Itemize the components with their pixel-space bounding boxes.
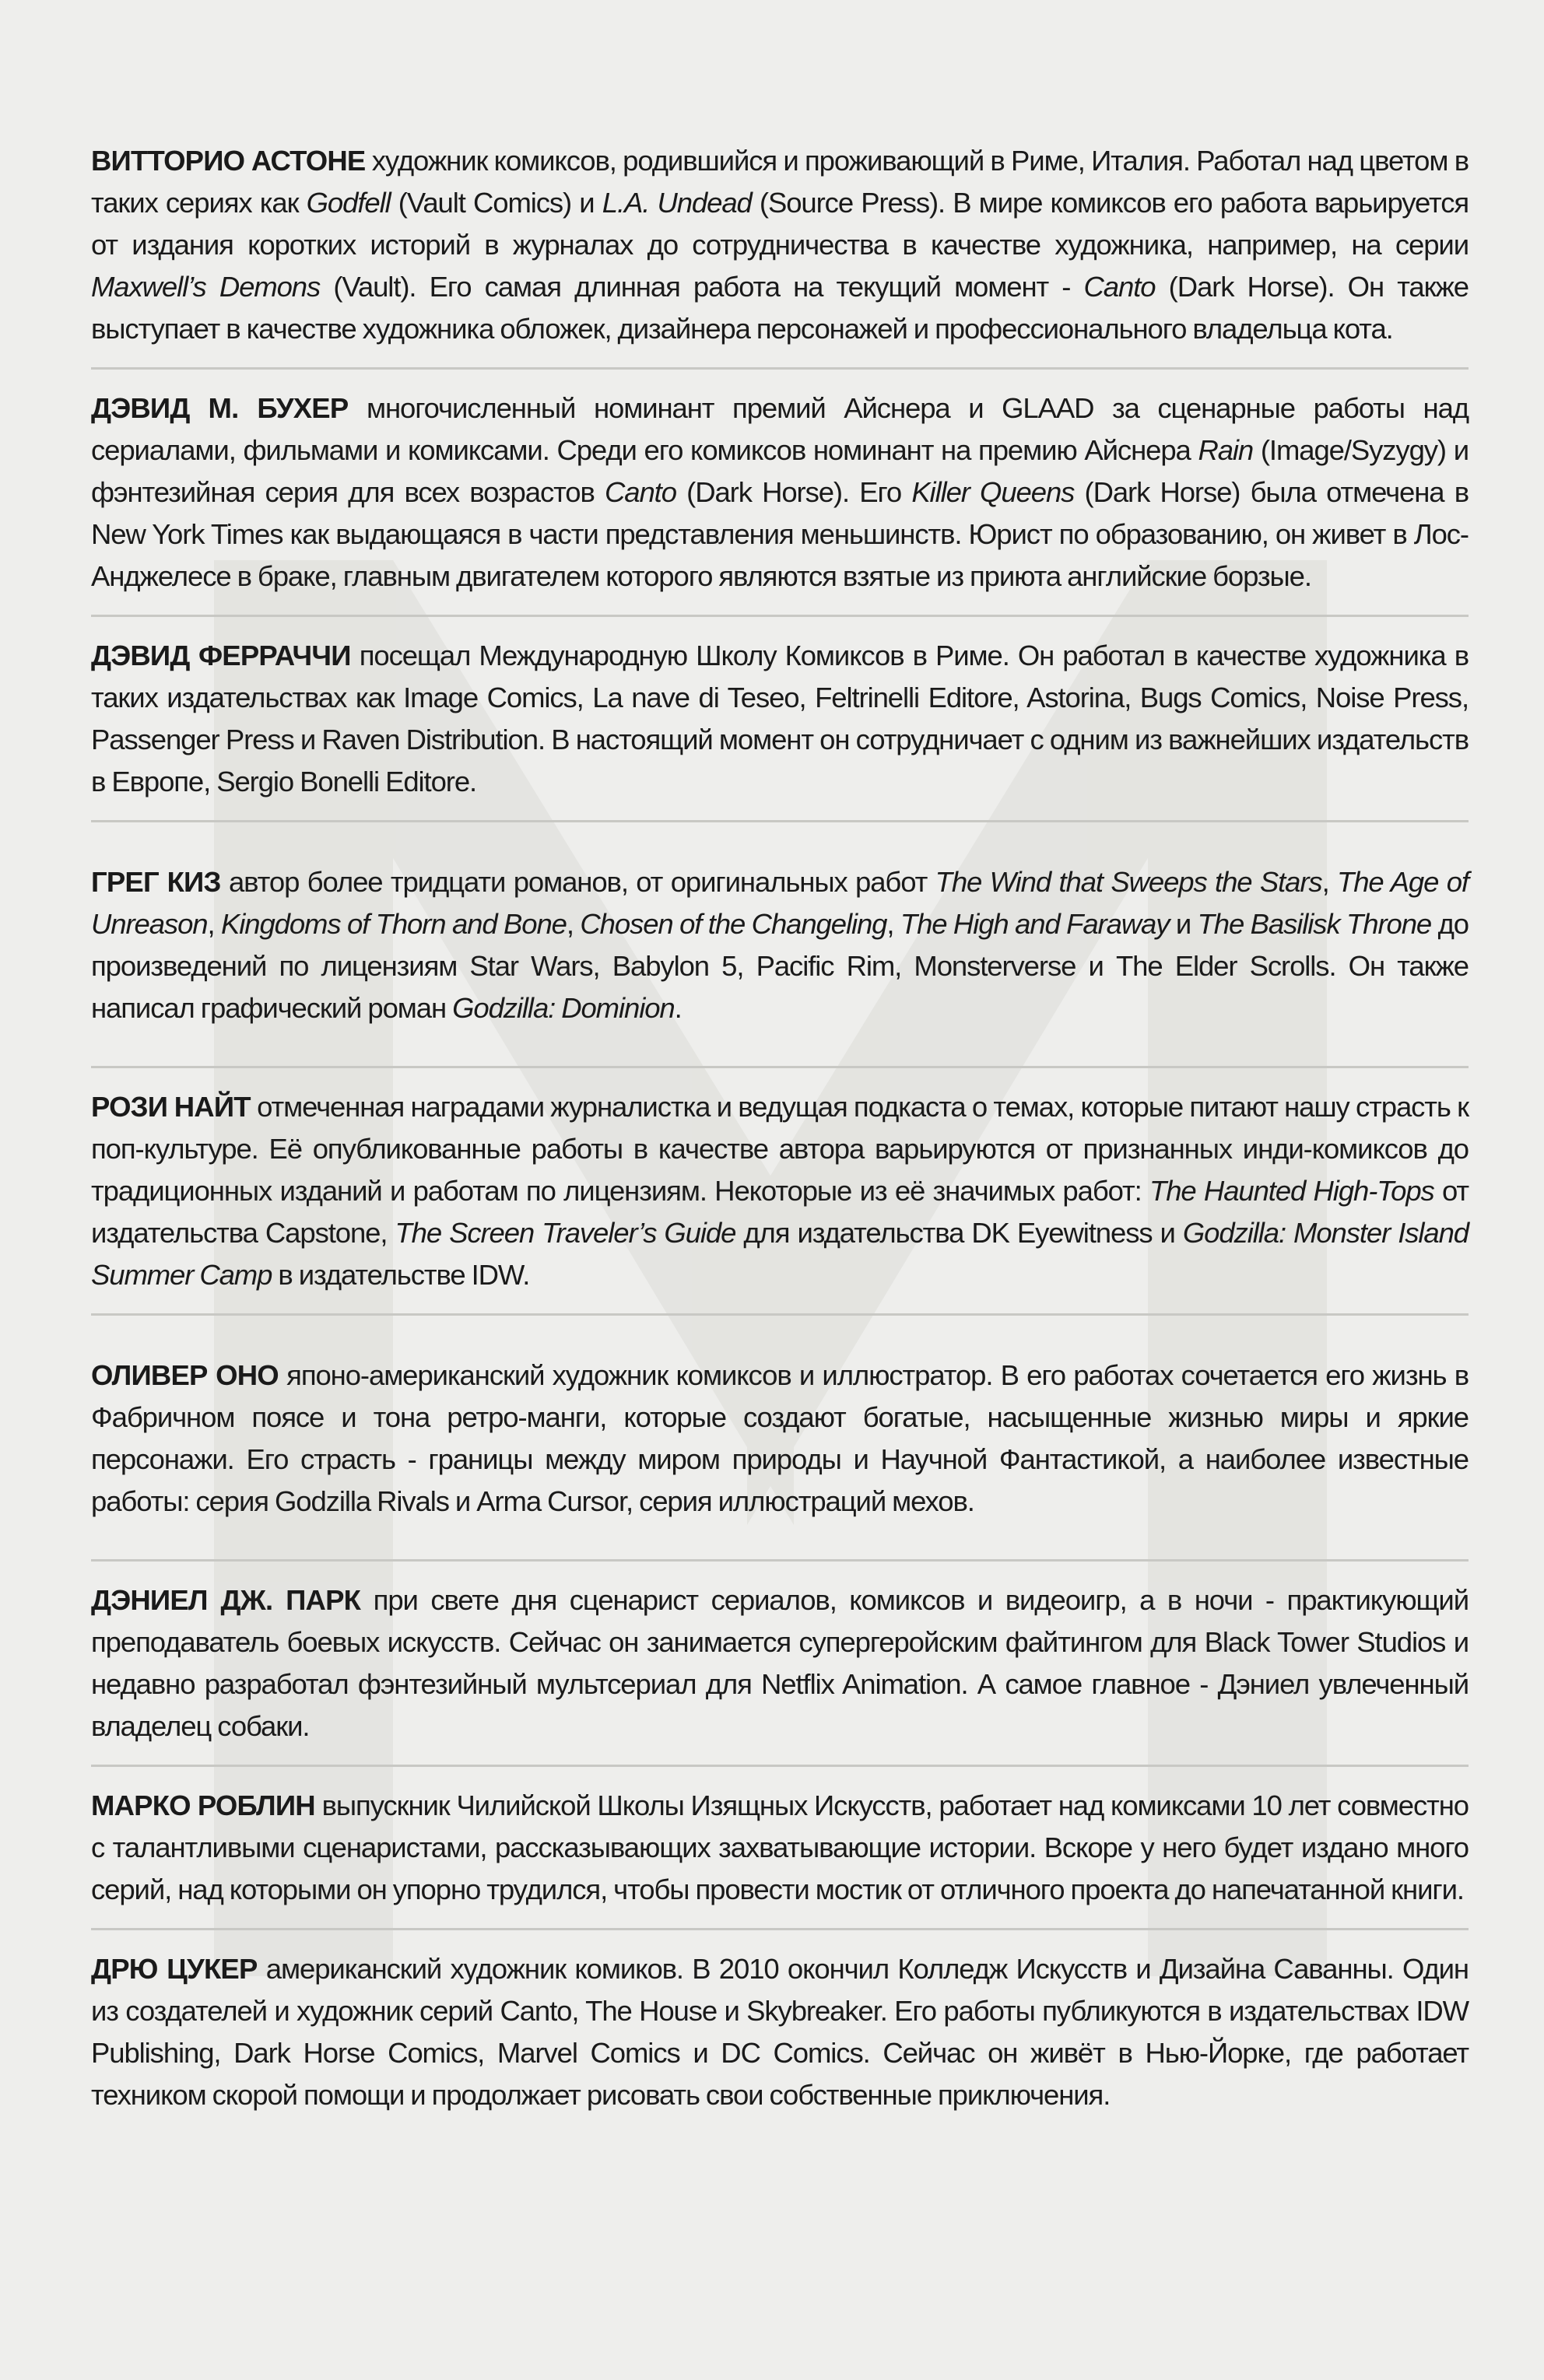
bio-text: , <box>1321 866 1338 898</box>
bio-text: (Source Press). В мире комиксов его работа варьируется от издания коротких историй в журналах до сотрудничества в качестве художника, например, на серии <box>91 187 1469 261</box>
bio-text: художник комиксов, родившийся и проживающий в Риме, Италия. Работал над цветом в таких сериях как <box>91 145 1469 219</box>
bio-text: японо-американский художник комиксов и иллюстратор. В его работах сочетается его жизнь в Фабричном поясе и тона ретро-манги, которые создают богатые, насыщенные жизнью миры и яркие персонажи. Его страсть - границы между миром природы и Научной Фантастикой, а наиболее известные работы: серия Godzilla Rivals и Arma Cursor, серия иллюстраций мехов. <box>91 1359 1469 1517</box>
divider <box>91 1928 1469 1930</box>
bio-david-ferracci <box>91 635 1469 803</box>
bio-author-name: МАРКО РОБЛИН <box>91 1789 315 1821</box>
bio-vittorio-astone <box>91 140 1469 350</box>
bio-author-name: ДЭВИД ФЕРРАЧЧИ <box>91 640 351 671</box>
bio-text: посещал Международную Школу Комиксов в Риме. Он работал в качестве художника в таких издательствах как Image Comics, La nave di Teseo, Feltrinelli Editore, Astorina, Bugs Comics, Noise Press, Passenger Press и Raven Distribution. В настоящий момент он сотрудничает с одним из важнейших издательств в Европе, Sergio Bonelli Editore. <box>91 640 1469 797</box>
bio-author-name: ДЭНИЕЛ ДЖ. ПАРК <box>91 1584 361 1616</box>
work-title: Kingdoms of Thorn and Bone <box>220 908 567 940</box>
bio-text: , <box>207 908 221 940</box>
bio-author-name: ДРЮ ЦУКЕР <box>91 1953 258 1985</box>
bio-text: для издательства DK Eyewitness и <box>735 1217 1183 1249</box>
divider <box>91 820 1469 822</box>
work-title: Killer Queens <box>911 476 1075 508</box>
divider <box>91 1765 1469 1767</box>
bio-author-name: ГРЕГ КИЗ <box>91 866 221 898</box>
bio-text: (Dark Horse) была отмечена в New York Times как выдающаяся в части представления меньшинств. Юрист по образованию, он живет в Лос-Анджелесе в браке, главным двигателем которого являются взятые из приюта английские борзые. <box>91 476 1469 592</box>
bio-text: (Vault Comics) и <box>390 187 602 219</box>
work-title: Canto <box>605 476 676 508</box>
bio-text: (Vault). Его самая длинная работа на текущий момент - <box>320 271 1084 303</box>
bio-text: от издательства Capstone, <box>91 1175 1469 1249</box>
bio-drew-zucker <box>91 1948 1469 2116</box>
bio-text: , <box>886 908 900 940</box>
work-title: Maxwell’s Demons <box>91 271 321 303</box>
bio-greg-keyes <box>91 861 1469 1029</box>
bio-text: в издательстве IDW. <box>272 1259 530 1291</box>
work-title: Godzilla: Monster Island Summer Camp <box>91 1217 1469 1291</box>
work-title: The Screen Traveler’s Guide <box>395 1217 736 1249</box>
bio-text: многочисленный номинант премий Айснера и GLAAD за сценарные работы над сериалами, фильмами и комиксами. Среди его комиксов номинант на премию Айснера <box>91 392 1469 466</box>
bio-text: до произведений по лицензиям Star Wars, Babylon 5, Pacific Rim, Monsterverse и The Elder Scrolls. Он также написал графический роман <box>91 908 1469 1024</box>
divider <box>91 1559 1469 1562</box>
bio-oliver-ono <box>91 1355 1469 1523</box>
divider <box>91 1066 1469 1068</box>
bio-text: при свете дня сценарист сериалов, комиксов и видеоигр, а в ночи - практикующий преподаватель боевых искусств. Сейчас он занимается супергеройским файтингом для Black Tower Studios и недавно разработал фэнтезийный мультсериал для Netflix Animation. А самое главное - Дэниел увлеченный владелец собаки. <box>91 1584 1469 1742</box>
bio-author-name: ВИТТОРИО АСТОНЕ <box>91 145 366 177</box>
bio-author-name: ДЭВИД М. БУХЕР <box>91 392 349 424</box>
work-title: The Wind that Sweeps the Stars <box>935 866 1322 898</box>
work-title: The High and Faraway <box>900 908 1170 940</box>
bio-text: выпускник Чилийской Школы Изящных Искусств, работает над комиксами 10 лет совместно с талантливыми сценаристами, рассказывающих захватывающие истории. Вскоре у него будет издано много серий, над которыми он упорно трудился, чтобы провести мостик от отличного проекта до напечатанной книги. <box>91 1789 1469 1905</box>
bio-david-bucher <box>91 387 1469 598</box>
work-title: The Haunted High-Tops <box>1149 1175 1434 1207</box>
bio-text: автор более тридцати романов, от оригинальных работ <box>220 866 935 898</box>
bio-text: американский художник комиков. В 2010 окончил Колледж Искусств и Дизайна Саванны. Один из создателей и художник серий Canto, The House и Skybreaker. Его работы публикуются в издательствах IDW Publishing, Dark Horse Comics, Marvel Comics и DC Comics. Сейчас он живёт в Нью-Йорке, где работает техником скорой помощи и продолжает рисовать свои собственные приключения. <box>91 1953 1469 2111</box>
work-title: L.A. Undead <box>602 187 752 219</box>
bios-page <box>91 140 1469 2116</box>
divider <box>91 1313 1469 1316</box>
bio-text: (Dark Horse). Он также выступает в качестве художника обложек, дизайнера персонажей и профессионального владельца кота. <box>91 271 1469 345</box>
bio-text: и <box>1169 908 1198 940</box>
bio-rosie-knight <box>91 1086 1469 1296</box>
work-title: Godfell <box>306 187 391 219</box>
work-title: The Basilisk Throne <box>1197 908 1432 940</box>
bio-text: , <box>566 908 581 940</box>
work-title: Canto <box>1083 271 1156 303</box>
work-title: Rain <box>1198 434 1254 466</box>
bio-text: (Dark Horse). Его <box>676 476 912 508</box>
divider <box>91 615 1469 617</box>
divider <box>91 367 1469 370</box>
bio-text: (Image/Syzygy) и фэнтезийная серия для всех возрастов <box>91 434 1469 508</box>
bio-text: отмеченная наградами журналистка и ведущая подкаста о темах, которые питают нашу страсть к поп-культуре. Её опубликованные работы в качестве автора варьируются от признанных инди-комиксов до традиционных изданий и работам по лицензиям. Некоторые из её значимых работ: <box>91 1091 1469 1207</box>
work-title: Chosen of the Changeling <box>580 908 887 940</box>
work-title: The Age of Unreason <box>91 866 1469 940</box>
bio-text: . <box>674 992 682 1024</box>
bio-author-name: РОЗИ НАЙТ <box>91 1091 251 1123</box>
bio-author-name: ОЛИВЕР ОНО <box>91 1359 279 1391</box>
work-title: Godzilla: Dominion <box>452 992 675 1024</box>
bio-daniel-park <box>91 1579 1469 1747</box>
bio-marco-roblin <box>91 1785 1469 1911</box>
